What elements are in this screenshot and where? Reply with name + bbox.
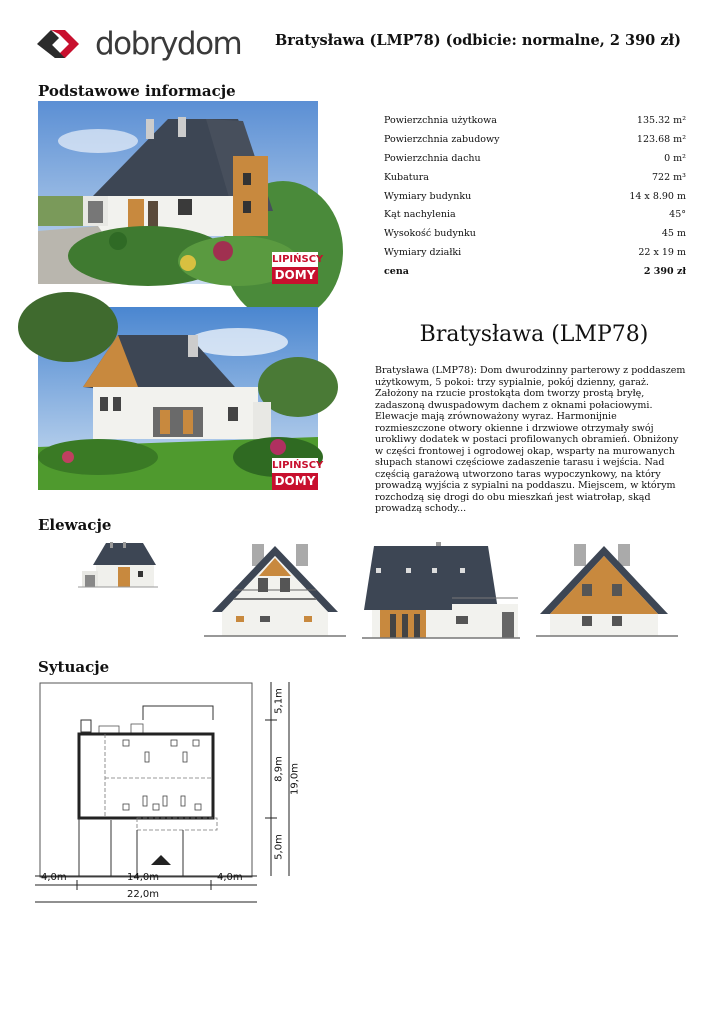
logo-mark-icon xyxy=(35,24,87,64)
dim-right: 4,0m xyxy=(217,872,243,883)
info-label: Kubatura xyxy=(384,171,429,183)
house-photo-garden xyxy=(38,307,324,490)
info-label: Wymiary budynku xyxy=(384,190,472,202)
badge-line2: DOMY xyxy=(272,473,318,490)
house-name: Bratysława (LMP78) xyxy=(419,322,649,347)
info-row xyxy=(384,187,686,206)
lipinscy-domy-badge xyxy=(272,252,324,284)
badge-line2: DOMY xyxy=(272,267,318,284)
info-value: 14 x 8.90 m xyxy=(629,190,686,202)
elevation-perspective xyxy=(78,541,158,593)
info-value: 0 m² xyxy=(664,152,686,164)
badge-line1: LIPIŃSCY xyxy=(272,460,324,471)
house-description: Bratysława (LMP78): Dom dwurodzinny parterowy z poddaszem użytkowym, 5 pokoi: trzy sypialnie, pokój dzienny, garaż. Założony na rzucie prostokąta dom tworzy prostą bryłę, zadaszoną dwuspadowym dachem z oknami połaciowymi. Elewacje mają zrównoważony wyraz. Harmonijnie rozmieszczone otwory okienne i drzwiowe otrzymały swój urokliwy dodatek w postaci profilowanych obramień. Obniżony w części frontowej i ogrodowej okap, wsparty na murowanych słupach stanowi częściowe zadaszenie tarasu i wejścia. Nad częścią garażową utworzono taras wypoczynkowy, na który prowadzą wyjścia z sypialni na poddaszu. Miejscem, w którym rozchodzą się drogi do obu mieszkań jest wiatrołap, skąd prowadzą schody... xyxy=(375,365,686,514)
info-row xyxy=(384,205,686,224)
site-plan xyxy=(35,680,301,912)
info-row xyxy=(384,168,686,187)
info-value: 123.68 m² xyxy=(636,133,686,145)
info-label: Wymiary działki xyxy=(384,247,462,259)
house-photo-front xyxy=(38,101,324,284)
info-row xyxy=(384,111,686,130)
info-label: Powierzchnia zabudowy xyxy=(384,133,500,145)
info-value: 22 x 19 m xyxy=(638,247,686,259)
elevation-front xyxy=(362,540,520,640)
dobrydom-logo[interactable] xyxy=(35,24,242,64)
price-value: 2 390 zł xyxy=(643,266,686,278)
dim-width: 22,0m xyxy=(127,889,160,900)
section-heading-situations: Sytuacje xyxy=(38,658,110,676)
info-label: Wysokość budynku xyxy=(384,228,476,240)
info-value: 45 m xyxy=(661,228,686,240)
dim-total: 19,0m xyxy=(289,762,301,796)
elevation-side-wood xyxy=(536,540,678,640)
info-label: Kąt nachylenia xyxy=(384,209,456,221)
dim-center: 14,0m xyxy=(127,872,160,883)
info-value: 45° xyxy=(669,209,686,221)
elevation-side-balcony xyxy=(204,540,346,640)
section-heading-elevations: Elewacje xyxy=(38,516,112,534)
lipinscy-domy-badge xyxy=(272,458,324,490)
info-row xyxy=(384,243,686,262)
info-label: Powierzchnia dachu xyxy=(384,152,481,164)
logo-text: dobrydom xyxy=(95,26,242,62)
info-row xyxy=(384,224,686,243)
dim-mid: 8,9m xyxy=(273,756,285,782)
price-label: cena xyxy=(384,266,409,278)
info-row xyxy=(384,130,686,149)
info-value: 135.32 m² xyxy=(636,114,686,126)
info-value: 722 m³ xyxy=(652,171,686,183)
section-heading-basic-info: Podstawowe informacje xyxy=(38,82,236,100)
info-label: Powierzchnia użytkowa xyxy=(384,114,497,126)
dim-bottom: 5,0m xyxy=(273,834,285,860)
page-title: Bratysława (LMP78) (odbicie: normalne, 2 390 zł) xyxy=(275,32,681,49)
info-row-price xyxy=(384,262,686,281)
dim-left: 4,0m xyxy=(41,872,67,883)
info-table xyxy=(384,111,686,281)
dim-top: 5,1m xyxy=(273,688,285,714)
info-row xyxy=(384,149,686,168)
badge-line1: LIPIŃSCY xyxy=(272,254,324,265)
